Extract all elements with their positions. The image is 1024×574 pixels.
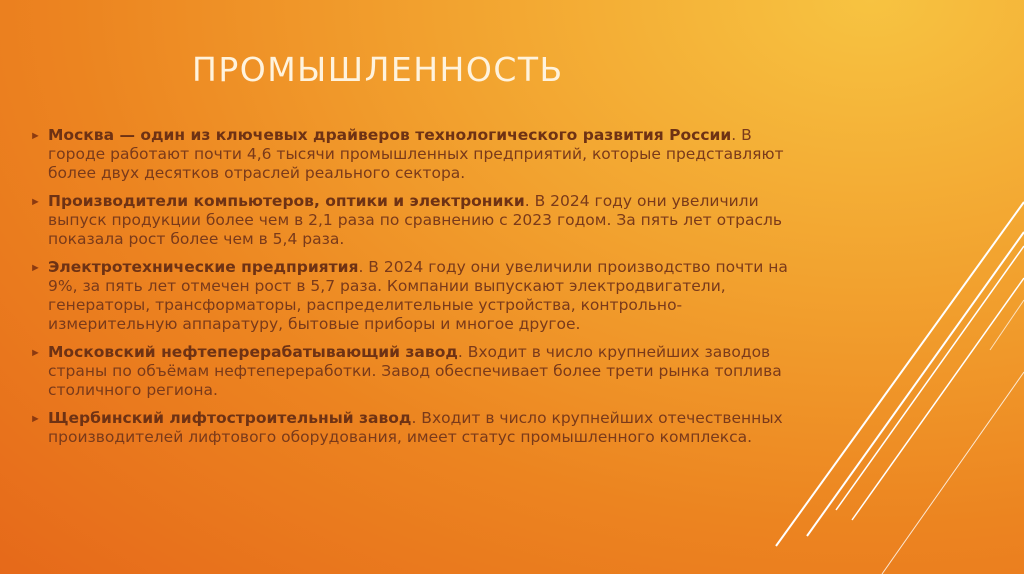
- list-item-heading: Электротехнические предприятия: [48, 258, 359, 276]
- list-item: [30, 126, 790, 183]
- list-item-body: . В 2024 году они увеличили выпуск продукции более чем в 2,1 раза по сравнению с 2023 годом. За пять лет отрасль показала рост более чем в 5,4 раза.: [48, 192, 783, 248]
- decor-line: [836, 246, 1024, 510]
- bullet-icon: ►: [30, 413, 41, 425]
- list-item-heading: Щербинский лифтостроительный завод: [48, 409, 412, 427]
- list-item-text: [48, 409, 790, 447]
- list-item: [30, 258, 790, 334]
- decor-line: [990, 300, 1024, 350]
- decor-line: [852, 278, 1024, 520]
- bullet-icon: ►: [30, 130, 41, 142]
- slide-title: ПРОМЫШЛЕННОСТЬ: [192, 50, 564, 89]
- list-item-body: . Входит в число крупнейших отечественных производителей лифтового оборудования, имеет статус промышленного комплекса.: [48, 409, 783, 446]
- list-item-heading: Производители компьютеров, оптики и электроники: [48, 192, 525, 210]
- list-item: [30, 192, 790, 249]
- decor-line: [776, 202, 1024, 546]
- list-item-body: . Входит в число крупнейших заводов страны по объёмам нефтепереработки. Завод обеспечивает более трети рынка топлива столичного региона.: [48, 343, 782, 399]
- list-item-heading: Москва — один из ключевых драйверов технологического развития России: [48, 126, 732, 144]
- list-item-body: . В 2024 году они увеличили производство почти на 9%, за пять лет отмечен рост в 5,7 раза. Компании выпускают электродвигатели, генераторы, трансформаторы, распределительные устройства, контрольно-измерительную аппаратуру, бытовые приборы и многое другое.: [48, 258, 788, 333]
- list-item-text: [48, 126, 790, 183]
- list-item-body: . В городе работают почти 4,6 тысячи промышленных предприятий, которые представляют более двух десятков отраслей реального сектора.: [48, 126, 784, 182]
- bullet-icon: ►: [30, 347, 41, 359]
- list-item-heading: Московский нефтеперерабатывающий завод: [48, 343, 458, 361]
- list-item-text: [48, 192, 790, 249]
- list-item-text: [48, 343, 790, 400]
- list-item-text: [48, 258, 790, 334]
- list-item: [30, 343, 790, 400]
- list-item: [30, 409, 790, 447]
- bullet-list: [30, 126, 790, 456]
- bullet-icon: ►: [30, 262, 41, 274]
- bullet-icon: ►: [30, 196, 41, 208]
- decor-line: [807, 232, 1024, 536]
